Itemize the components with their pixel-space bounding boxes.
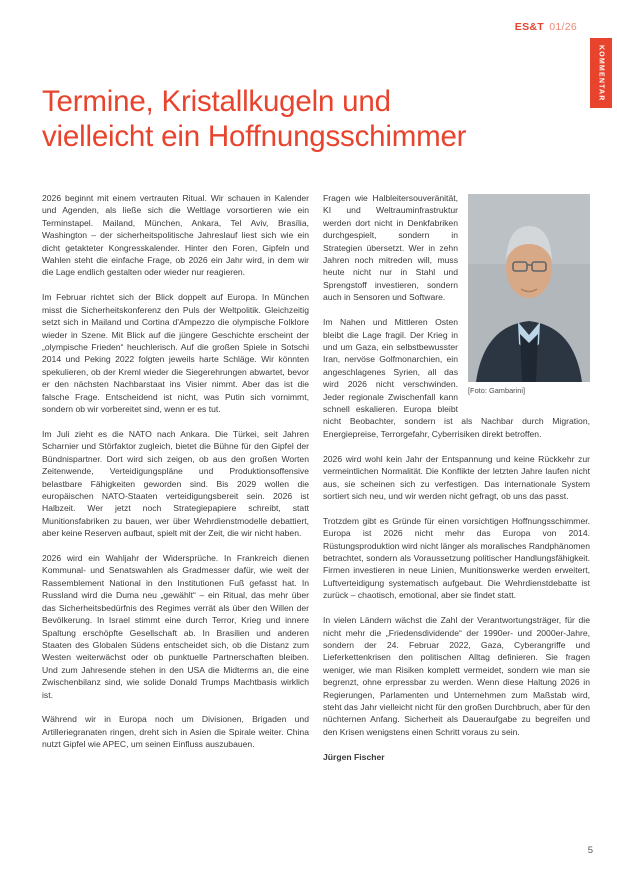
- photo-caption: [Foto: Gambarini]: [468, 386, 526, 395]
- portrait-photo: [468, 194, 590, 382]
- issue-number: 01/26: [549, 21, 577, 33]
- section-tab-label: KOMMENTAR: [597, 44, 605, 102]
- article-title: [42, 84, 594, 154]
- page-number: 5: [587, 845, 593, 856]
- body-paragraph: Während wir in Europa noch um Divisionen, Brigaden und Artilleriegranaten ringen, dreht sich in Asien die Spirale weiter. China nutzt Gipfel wie APEC, um seinen Einfluss auszubauen.: [42, 714, 309, 750]
- issue-label: [515, 21, 577, 33]
- body-paragraph: Im Juli zieht es die NATO nach Ankara. Die Türkei, seit Jahren Scharnier und Störfaktor zugleich, bietet die Bühne für den Gipfel der Bündnispartner. Dort wird sich zeigen, ob aus den großen Worten Zeitenwende, Verteidigungspläne und Produktionsoffensive belastbare Fähigkeiten geworden sind. Bis 2029 wollen die europäischen NATO-Staaten verteidigungsbereit sein. 2026 ist Halbzeit. Wer jetzt noch Strategiepapiere schreibt, statt Munitionsfabriken zu bauen, wer über Wehrdienstmodelle debattiert, aber keine Reserven aufbaut, spielt mit der Zeit, die wir nicht haben.: [42, 428, 309, 539]
- article-title-line2: vielleicht ein Hoffnungsschimmer: [42, 120, 467, 153]
- photo-figure: [468, 194, 590, 396]
- body-paragraph: Im Februar richtet sich der Blick doppelt auf Europa. In München misst die Sicherheitskonferenz den Puls der Weltpolitik. Gleichzeitig setzt sich in Mailand und Cortina d'Ampezzo die olympische Folklore wieder in Szene. Mit Blick auf die jüngere Geschichte erscheint der „olympische Frieden“ heuchlerisch. Auf die großen Spiele in Sotschi 2014 und Peking 2022 folgten jeweils harte Schläge. Wir könnten spekulieren, ob der Kreml wieder die Siegerehrungen abwartet, bevor er den nächsten Nachbarstaat ins Visier nimmt. Aber das ist die falsche Frage. Entscheidend ist nicht, was Putin sich vornimmt, sondern ob wir vorbereitet sind, wenn er es tut.: [42, 292, 309, 414]
- body-paragraph: 2026 beginnt mit einem vertrauten Ritual. Wir schauen in Kalender und Agenden, als ließe sich die Weltlage vorsortieren wie ein Terminstapel. Mailand, München, Ankara, Tel Aviv, Brasília, Washington – der sicherheitspolitische Jahreslauf liest sich wie ein dicht getakteter Kongresskalender. Hinter den Foren, Gipfeln und Wahlen steht die einfache Frage, ob 2026 ein Jahr wird, in dem wir die Lage endlich gestalten oder wieder nur reagieren.: [42, 193, 309, 278]
- right-column: [323, 192, 590, 776]
- article-title-line1: Termine, Kristallkugeln und: [42, 85, 391, 118]
- body-paragraph: 2026 wird wohl kein Jahr der Entspannung und keine Rückkehr zur vermeintlichen Normalität. Die Konflikte der letzten Jahre laufen nicht aus, sie scheinen sich zu verfestigen. Das internationale System sortiert sich neu, und wir werden nicht gefragt, ob uns das passt.: [323, 453, 590, 501]
- author-byline: Jürgen Fischer: [323, 751, 385, 762]
- body-paragraph: In vielen Ländern wächst die Zahl der Verantwortungsträger, für die nicht mehr die „Friedensdividende“ der 1990er- und 2000er-Jahre, sondern der 24. Februar 2022, Gaza, Cyberangriffe und Lieferkettenkrisen den politischen Alltag definieren. Sie fragen weniger, wie man Risiken komplett vermeidet, sondern wie man sie begrenzt, ohne erpressbar zu werden. Wenn diese Haltung 2026 in Regierungen, Parlamenten und Unternehmen zum Maßstab wird, steht das Jahr vielleicht nicht für den großen Durchbruch, aber für den nüchternen Anfang. Sicherheit als Daueraufgabe zu begreifen und den Krisen wenigstens einen Schritt voraus zu sein.: [323, 615, 590, 737]
- body-paragraph: Im Nahen und Mittleren Osten bleibt die Lage fragil. Der Krieg in und um Gaza, ein selbstbewusster Iran, nervöse Golfmonarchien, ein angeschlagenes Syrien, all das wird 2026 nicht verschwinden. Jeder regionale Zwischenfall kann schnell eskalieren. Europa bleibt nicht Beobachter, sondern ist als Nachbar durch Migration, Energiepreise, Terrorgefahr, Cyberrisiken direkt betroffen.: [323, 317, 590, 439]
- article-body: [42, 192, 590, 776]
- body-paragraph: Trotzdem gibt es Gründe für einen vorsichtigen Hoffnungsschimmer. Europa ist 2026 nicht mehr das Europa von 2014. Rüstungsproduktion wird nicht länger als moralisches Randphänomen betrachtet, sondern als Voraussetzung politischer Handlungsfähigkeit. Firmen investieren in neue Linien, Munitionswerke werden erweitert, Luftverteidigung systematisch aufgebaut. Die Wehrdienstdebatte ist zurück – chaotisch, emotional, aber sie findet statt.: [323, 515, 590, 601]
- issue-brand: ES&T: [514, 21, 544, 33]
- body-paragraph: 2026 wird ein Wahljahr der Widersprüche. In Frankreich dienen Kommunal- und Senatswahlen als Gradmesser dafür, wie weit der Rassemblement National in den Institutionen Fuß gefasst hat. In Russland wird die Duma neu „gewählt“ – ein Ritual, das mehr über das Sicherheitsbedürfnis des Regimes verrät als über den Willen der Bevölkerung. In Israel stimmt eine durch Terror, Krieg und innere Spaltung erschöpfte Gesellschaft ab. In Brasilien und anderen Staaten des Globalen Südens entscheidet sich, ob die Distanz zum Westen weiterwächst oder ob punktuelle Partnerschaften bleiben. Und zum Jahresende stehen in den USA die Midterms an, die eine Zwischenbilanz sind, wie solide Donald Trumps Machtbasis wirklich ist.: [42, 553, 309, 700]
- body-paragraph: Fragen wie Halbleitersouveränität, KI und Weltrauminfrastruktur werden dort nicht in Denkfabriken durchgespielt, sondern in Strategien übersetzt. Wer in zehn Jahren noch mitreden will, muss heute nicht nur in Stahl und Sprengstoff investieren, sondern auch in Sensoren und Software.: [323, 193, 458, 303]
- left-column: [42, 192, 309, 776]
